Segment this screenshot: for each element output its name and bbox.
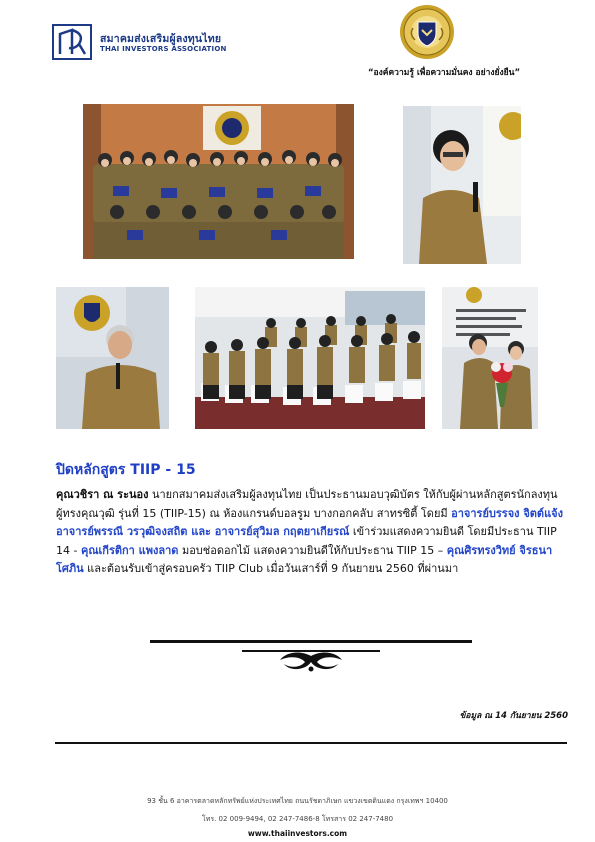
- association-name-english: THAI INVESTORS ASSOCIATION: [100, 45, 227, 53]
- audience-photo: [195, 287, 425, 429]
- body-text-segment: และต้อนรับเข้าสู่ครอบครัว TIIP Club เมื่อวันเสาร์ที่ 9 กันยายน 2560 ที่ผ่านมา: [83, 562, 459, 575]
- footer-phone: โทร. 02 009-9494, 02 247-7486-8 โทรสาร 02 247-7480: [201, 815, 394, 823]
- association-name-thai: สมาคมส่งเสริมผู้ลงทุนไทย: [100, 33, 222, 45]
- highlighted-name: คุณเกีรติกา แพงลาด: [80, 543, 179, 557]
- article-body: [56, 486, 570, 579]
- body-text-segment: นายกสมาคมส่งเสริมผู้ลงทุนไทย เป็นประธานมอบวุฒิบัตร ให้กับผู้ผ่านหลักสูตรนักลงทุนผู้ทรงคุณวุฒิ รุ่นที่ 15 (TIIP-15) ณ ห้องแกรนด์บอลรูม บางกอกคลับ สาทรซิตี้ โดยมี: [56, 488, 558, 520]
- group-photo: [83, 104, 354, 259]
- slogan: “องค์ความรู้ เพื่อความมั่นคง อย่างยั่งยืน”: [367, 68, 521, 78]
- website-link[interactable]: www.thaiinvestors.com: [247, 829, 348, 838]
- bouquet-photo: [442, 287, 538, 429]
- footer-address: 93 ชั้น 6 อาคารตลาดหลักทรัพย์แห่งประเทศไทย ถนนรัชดาภิเษก แขวงเขตดินแดง กรุงเทพฯ 10400: [147, 797, 448, 805]
- body-text-segment: เข้าร่วมแสดงความยินดี โดยมีประธาน TIIP 14 -: [56, 525, 557, 557]
- highlighted-name: อาจารย์บรรจง จิตต์แจ้ง อาจารย์พรรณี วรวุฒิจงสถิต และ อาจารย์สุวิมล กฤตยาเกียรณ์: [56, 506, 563, 538]
- association-seal-icon: [399, 4, 455, 60]
- ornamental-divider-icon: [150, 638, 472, 678]
- speaker-man-photo: [56, 287, 169, 429]
- highlighted-name: คุณวชิรา ณ ระนอง: [56, 488, 149, 501]
- footer-divider: [55, 742, 567, 744]
- body-text-segment: มอบช่อดอกไม้ แสดงความยินดีให้กับประธาน TIIP 15 –: [178, 543, 447, 557]
- highlighted-name: คุณศิรทรงวิทย์ จิรธนาโศภิน: [56, 543, 553, 575]
- article-headline: ปิดหลักสูตร TIIP - 15: [56, 462, 196, 478]
- speaker-photo: [403, 106, 521, 264]
- tia-logo-icon: [52, 24, 92, 60]
- data-as-of-date: ข้อมูล ณ 14 กันยายน 2560: [459, 711, 568, 721]
